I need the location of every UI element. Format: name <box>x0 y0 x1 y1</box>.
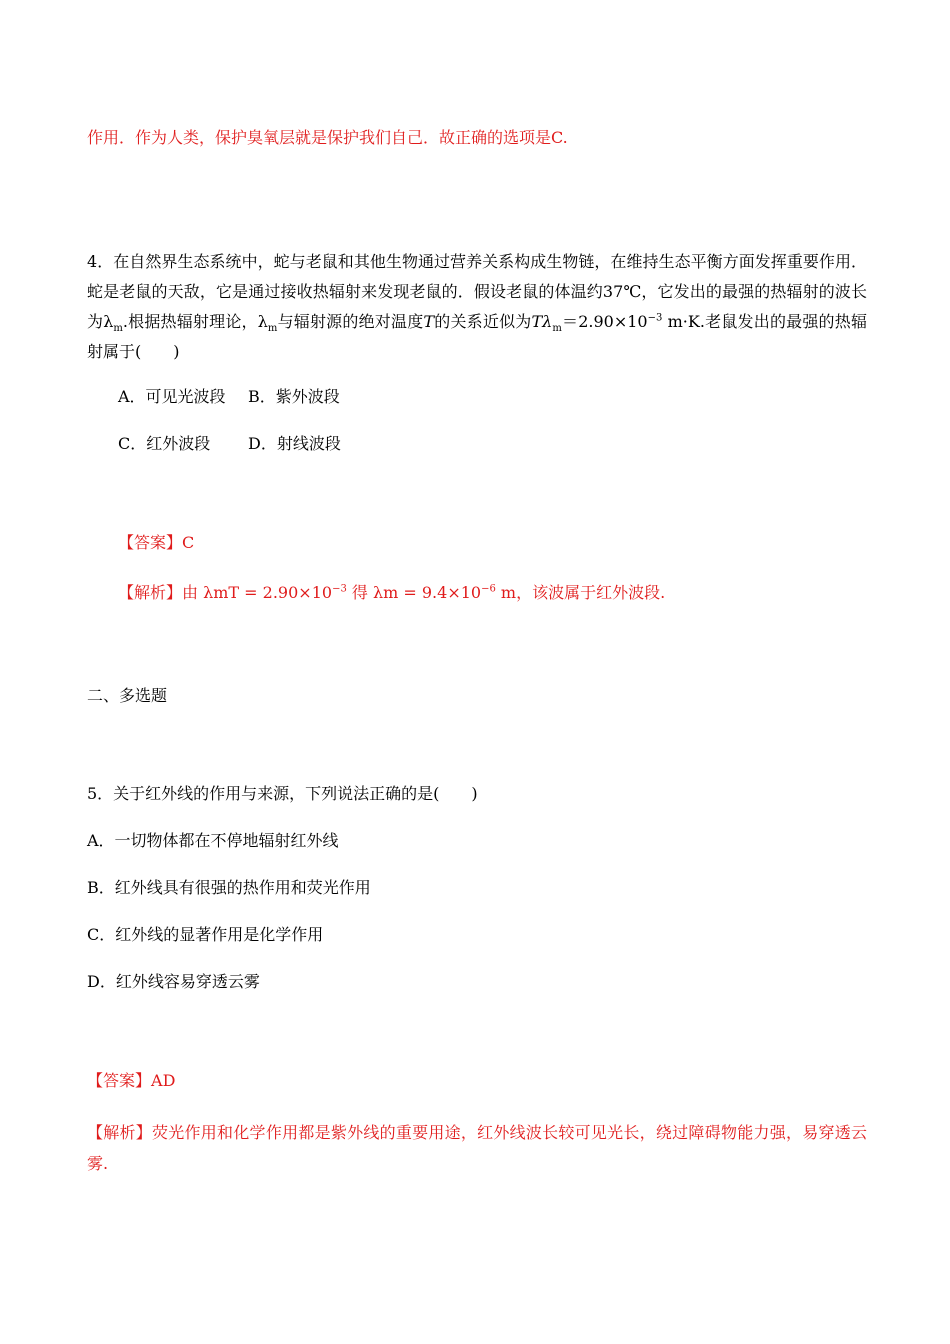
explanation-label: 【解析】 <box>87 1123 153 1142</box>
question-5-stem: 5．关于红外线的作用与来源，下列说法正确的是( ) <box>87 784 478 803</box>
previous-explanation-tail: 作用．作为人类，保护臭氧层就是保护我们自己．故正确的选项是C. <box>87 128 568 147</box>
section-title: 二、多选题 <box>87 686 168 705</box>
answer-value: C <box>182 533 195 552</box>
question-4-option-a: A．可见光波段 <box>118 387 226 406</box>
answer-label: 【答案】 <box>118 533 183 552</box>
answer-label: 【答案】 <box>87 1071 152 1090</box>
question-5-answer <box>87 1071 175 1091</box>
question-4-stem: 4．在自然界生态系统中，蛇与老鼠和其他生物通过营养关系构成生物链，在维持生态平衡方面发挥重要作用．蛇是老鼠的天敌，它是通过接收热辐射来发现老鼠的．假设老鼠的体温约37℃，它发出的最强的热辐射的波长为$\lambda_m$.根据热辐射理论，$\lambda_m$与辐射源的绝对温度T的关系近似为$T\lambda_m=2.90\times 10^{-3}$ m·K.老鼠发出的最强的热辐射属于( ) <box>87 252 867 361</box>
question-5-explanation: 【解析】荧光作用和化学作用都是紫外线的重要用途，红外线波长较可见光长，绕过障碍物能力强，易穿透云雾. <box>87 1123 867 1173</box>
answer-value: AD <box>151 1071 176 1090</box>
question-4-option-b: B．紫外波段 <box>248 387 340 406</box>
question-5-option-b: B．红外线具有很强的热作用和荧光作用 <box>87 878 371 897</box>
question-4-option-c: C．红外波段 <box>118 434 211 453</box>
question-4-explanation: 【解析】由 $\lambda mT = 2.90\times 10^{-3}$ 得 $\lambda m = 9.4\times 10^{-6}$ m，该波属于红外波段. <box>118 583 666 602</box>
question-4-number: 4． <box>87 252 114 271</box>
explanation-label: 【解析】 <box>118 583 183 602</box>
question-4-answer <box>118 533 194 553</box>
question-5-option-c: C．红外线的显著作用是化学作用 <box>87 925 324 944</box>
question-5-option-d: D．红外线容易穿透云雾 <box>87 972 260 991</box>
question-5-option-a: A．一切物体都在不停地辐射红外线 <box>87 831 339 850</box>
question-4-option-d: D．射线波段 <box>248 434 341 453</box>
